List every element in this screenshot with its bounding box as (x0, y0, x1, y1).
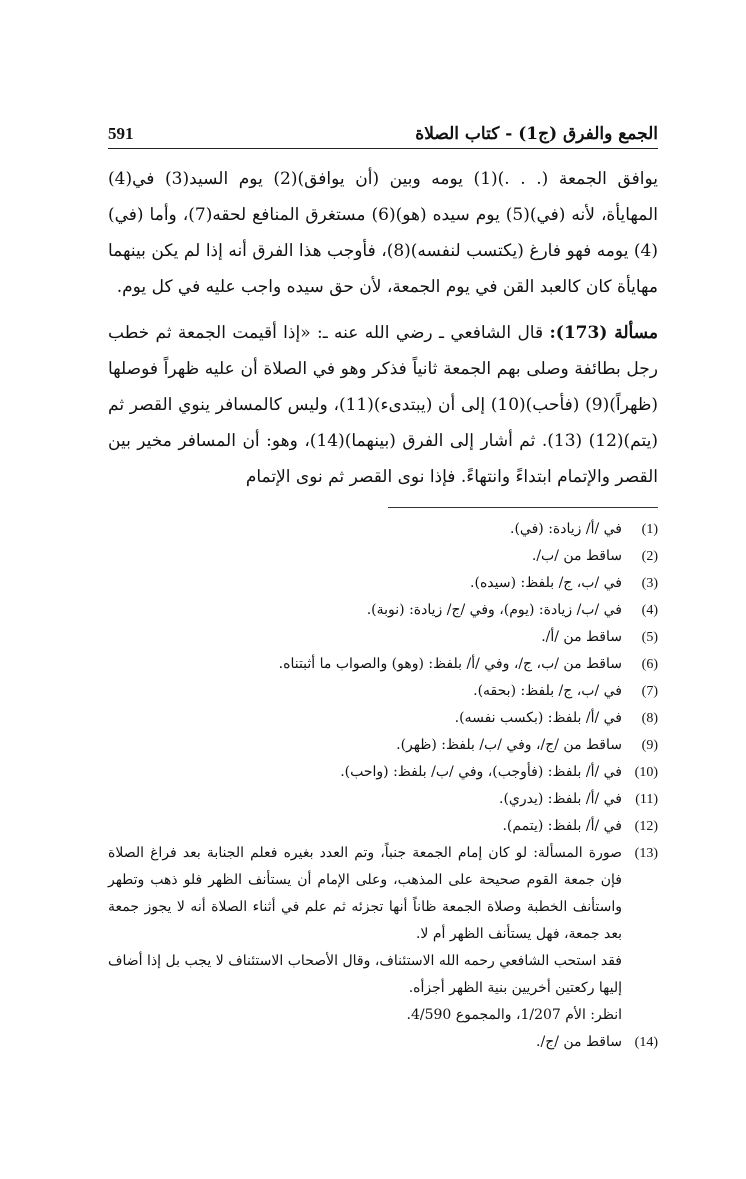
footnote (108, 732, 658, 759)
footnote-text: ساقط من /ب، ج/، وفي /أ/ بلفظ: (وهو) والصواب ما أثبتناه. (278, 656, 622, 672)
footnote (108, 759, 658, 786)
footnote-number: (11) (635, 792, 658, 807)
footnote-text: ساقط من /ب/. (531, 548, 622, 564)
footnote-number: (4) (641, 603, 658, 618)
footnote-text: ساقط من /ج/. (536, 1034, 622, 1050)
footnote (108, 570, 658, 597)
footnote (108, 786, 658, 813)
running-title: الجمع والفرق (ج1) - كتاب الصلاة (415, 124, 658, 144)
footnote-number: (14) (634, 1035, 658, 1050)
footnote-text: في /أ/ بلفظ: (فأوجب)، وفي /ب/ بلفظ: (واحب). (340, 764, 622, 780)
footnote-text: في /ب، ج/ بلفظ: (بحقه). (473, 683, 622, 699)
footnote (108, 543, 658, 570)
footnote-reference: انظر: الأم 1/207، والمجموع 4/590. (406, 1007, 622, 1023)
footnote (108, 678, 658, 705)
footnote-number: (8) (641, 711, 658, 726)
footnote-number: (2) (641, 549, 658, 564)
footnote-paragraph: فقد استحب الشافعي رحمه الله الاستئناف، وقال الأصحاب الاستئناف لا يجب بل إذا أضاف إليها ركعتين أخريين بنية الظهر أجزأه. (108, 953, 622, 996)
paragraph (108, 315, 658, 495)
footnote (108, 516, 658, 543)
footnote-text: في /أ/ بلفظ: (يتمم). (502, 818, 622, 834)
footnote-separator (388, 507, 658, 508)
footnote-number: (1) (641, 522, 658, 537)
footnote-text: ساقط من /أ/. (541, 629, 622, 645)
footnote (108, 840, 658, 1029)
footnote-number: (10) (634, 765, 658, 780)
footnote (108, 624, 658, 651)
footnote (108, 1029, 658, 1056)
footnote-text: في /ب/ زيادة: (يوم)، وفي /ج/ زيادة: (نوبة). (366, 602, 622, 618)
footnote-number: (12) (634, 819, 658, 834)
footnote-paragraph: صورة المسألة: لو كان إمام الجمعة جنباً، وتم العدد بغيره فعلم الجنابة بعد فراغ الصلاة فإن جمعة القوم صحيحة على المذهب، وعلى الإمام أن يستأنف الظهر فلو ذهب وتطهر واستأنف الخطبة وصلاة الجمعة ظاناً أنها تجزئه ثم علم في أثناء الصلاة أنه لا يجوز جمعة بعد جمعة، فهل يستأنف الظهر أم لا. (108, 845, 622, 942)
page-number: 591 (108, 124, 134, 143)
footnote-number: (3) (641, 576, 658, 591)
footnote-number: (9) (641, 738, 658, 753)
footnote-text: في /أ/ زيادة: (في). (510, 521, 622, 537)
footnote (108, 705, 658, 732)
footnote (108, 813, 658, 840)
footnote-text: في /أ/ بلفظ: (بكسب نفسه). (454, 710, 622, 726)
footnote-number: (7) (641, 684, 658, 699)
footnote-text: في /أ/ بلفظ: (يدري). (499, 791, 622, 807)
footnote-text: في /ب، ج/ بلفظ: (سيده). (470, 575, 622, 591)
main-text (108, 161, 658, 495)
page-header (108, 118, 658, 149)
issue-heading: مسألة (173): (549, 323, 658, 343)
footnote-number: (6) (641, 657, 658, 672)
paragraph (108, 161, 658, 305)
book-page (108, 118, 658, 1056)
footnote-text: ساقط من /ج/، وفي /ب/ بلفظ: (ظهر). (396, 737, 622, 753)
footnote-number: (13) (634, 846, 658, 861)
footnote-number: (5) (641, 630, 658, 645)
footnote (108, 651, 658, 678)
footnote-text (108, 840, 622, 1029)
footnotes (108, 516, 658, 1056)
footnote (108, 597, 658, 624)
paragraph-text: قال الشافعي ـ رضي الله عنه ـ: «إذا أقيمت الجمعة ثم خطب رجل بطائفة وصلى بهم الجمعة ثانياً فذكر وهو في الصلاة أن عليه ظهراً فوصلها (ظهراً)(9) (فأحب)(10) إلى أن (يبتدىء)(11)، وليس كالمسافر ينوي القصر ثم (يتم)(12) (13). ثم أشار إلى الفرق (بينهما)(14)، وهو: أن المسافر مخير بين القصر والإتمام ابتداءً وانتهاءً. فإذا نوى القصر ثم نوى الإتمام (108, 323, 658, 487)
paragraph-text: يوافق الجمعة (. . .)(1) يومه وبين (أن يوافق)(2) يوم السيد(3) في(4) المهايأة، لأنه (في)(5) يوم سيده (هو)(6) مستغرق المنافع لحقه(7)، وأما (في)(4) يومه فهو فارغ (يكتسب لنفسه)(8)، فأوجب هذا الفرق أنه إذا لم يكن بينهما مهايأة كان كالعبد القن في يوم الجمعة، لأن حق سيده واجب عليه في كل يوم. (108, 169, 659, 297)
